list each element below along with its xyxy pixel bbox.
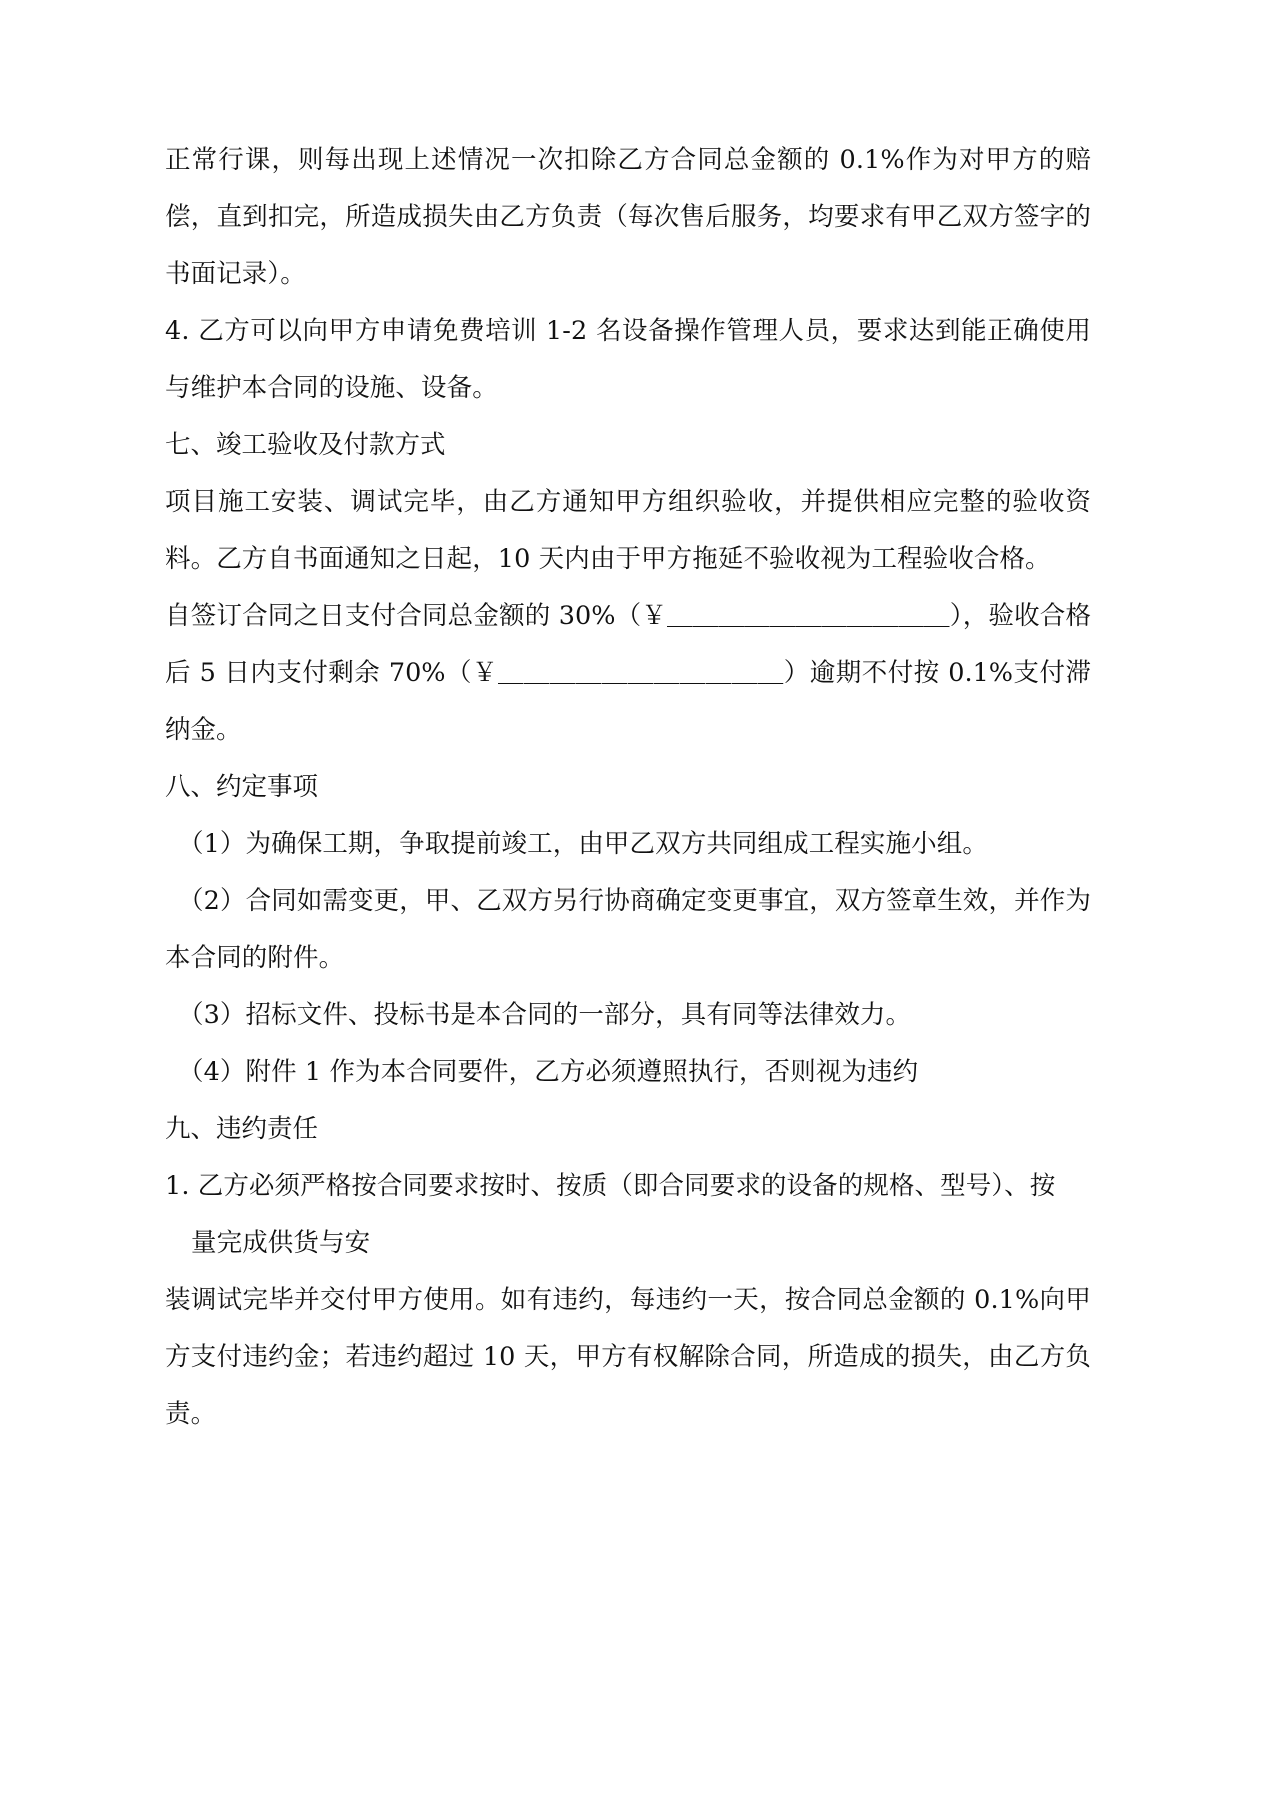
paragraph-acceptance-procedure: 项目施工安装、调试完毕，由乙方通知甲方组织验收，并提供相应完整的验收资料。乙方自书面通知之日起，10 天内由于甲方拖延不验收视为工程验收合格。	[165, 487, 1091, 574]
document-content	[165, 132, 1091, 1443]
paragraph-breach-penalty: 装调试完毕并交付甲方使用。如有违约，每违约一天，按合同总金额的 0.1%向甲方支付违约金；若违约超过 10 天，甲方有权解除合同，所造成的损失，由乙方负责。	[165, 1285, 1091, 1429]
list-item-agreed-3: （3）招标文件、投标书是本合同的一部分，具有同等法律效力。	[178, 1000, 912, 1030]
list-item-agreed-1: （1）为确保工期，争取提前竣工，由甲乙双方共同组成工程实施小组。	[178, 829, 988, 859]
paragraph-payment-terms: 自签订合同之日支付合同总金额的 30%（￥＿＿＿＿＿＿＿＿＿＿＿），验收合格后 5 日内支付剩余 70%（￥＿＿＿＿＿＿＿＿＿＿＿）逾期不付按 0.1%支付滞纳金。	[165, 601, 1091, 745]
heading-section-seven: 七、竣工验收及付款方式	[165, 430, 446, 460]
list-item-agreed-2: （2）合同如需变更，甲、乙双方另行协商确定变更事宜，双方签章生效，并作为本合同的附件。	[165, 886, 1091, 973]
heading-section-eight: 八、约定事项	[165, 772, 319, 802]
paragraph-compensation-clause: 正常行课，则每出现上述情况一次扣除乙方合同总金额的 0.1%作为对甲方的赔偿，直到扣完，所造成损失由乙方负责（每次售后服务，均要求有甲乙双方签字的书面记录）。	[165, 145, 1091, 289]
paragraph-item-4-training: 4. 乙方可以向甲方申请免费培训 1-2 名设备操作管理人员，要求达到能正确使用与维护本合同的设施、设备。	[165, 316, 1091, 403]
list-item-agreed-4: （4）附件 1 作为本合同要件，乙方必须遵照执行，否则视为违约	[178, 1057, 919, 1087]
heading-section-nine: 九、违约责任	[165, 1114, 319, 1144]
paragraph-breach-item-1: 1. 乙方必须严格按合同要求按时、按质（即合同要求的设备的规格、型号）、按	[165, 1171, 1056, 1201]
paragraph-breach-item-1-continued: 量完成供货与安	[191, 1228, 371, 1258]
